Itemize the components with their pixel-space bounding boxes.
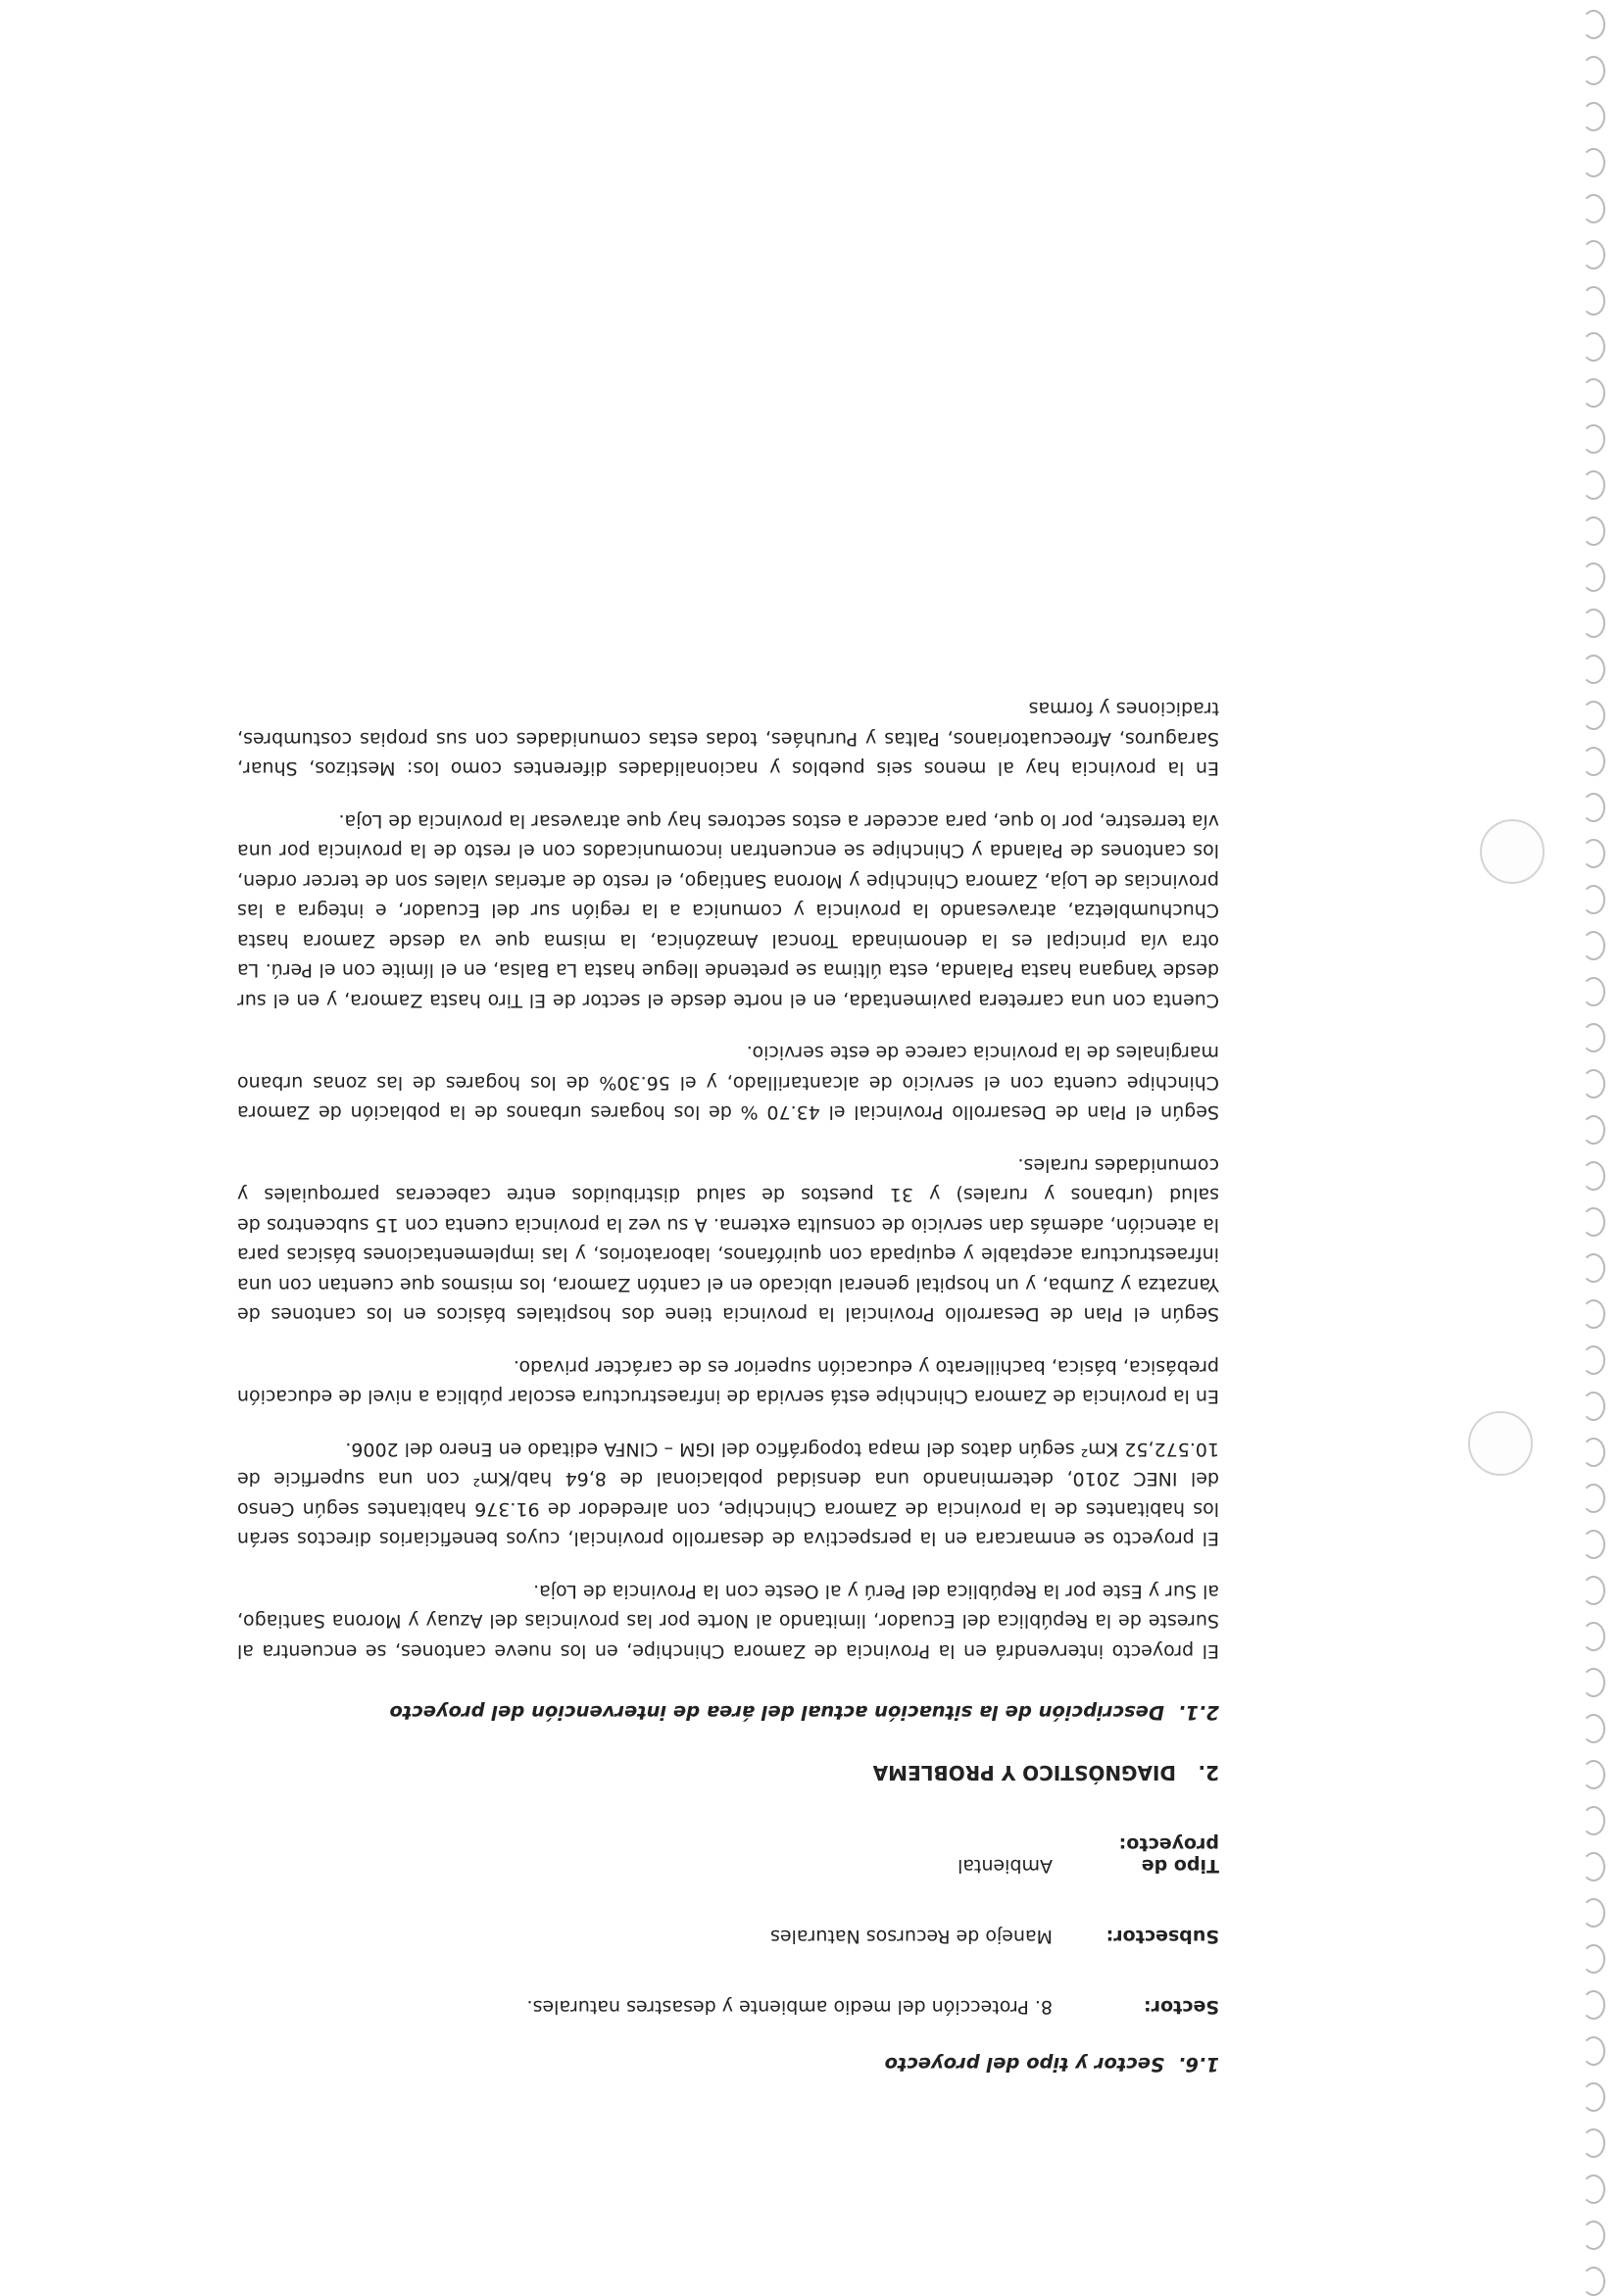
binding-ring — [1582, 2128, 1605, 2158]
field-subsector — [237, 1926, 1219, 1947]
binding-ring — [1582, 1299, 1605, 1329]
binding-ring — [1582, 2036, 1605, 2066]
binding-ring — [1582, 1345, 1605, 1375]
binding-ring — [1582, 609, 1605, 638]
binding-ring — [1582, 194, 1605, 223]
field-tipo-proyecto-value: Ambiental — [958, 1855, 1053, 1877]
binding-ring — [1582, 1760, 1605, 1789]
field-tipo-proyecto-label: Tipo de proyecto: — [1118, 1833, 1219, 1877]
binding-ring — [1582, 839, 1605, 868]
binding-ring — [1582, 2221, 1605, 2250]
binding-ring — [1582, 1714, 1605, 1743]
binding-ring — [1582, 516, 1605, 546]
punch-hole-upper — [1480, 819, 1545, 884]
binding-ring — [1582, 424, 1605, 454]
field-sector-label: Sector: — [1144, 1996, 1219, 2018]
paragraph-roads: Cuenta con una carretera pavimentada, en el norte desde el sector de El Tiro hasta Zamora, y en el sur desde Yangana hasta Palanda, esta última se pretende llegue hasta La Balsa, en el límite con el Perú. La otra vía principal es la denominada Troncal Amazónica, la misma que va desde Zamora hasta Chuchumbletza, atravesando la provincia y comunica a la región sur del Ecuador, e integra a las provincias de Loja, Zamora Chinchipe y Morona Santiago, el resto de arterias viales son de tercer orden, los cantones de Palanda y Chinchipe se encuentran incomunicados con el resto de la provincia por una vía terrestre, por lo que, para acceder a estos sectores hay que atravesar la provincia de Loja. — [237, 810, 1219, 1011]
binding-ring — [1582, 378, 1605, 408]
binding-ring — [1582, 10, 1605, 39]
binding-ring — [1582, 1852, 1605, 1881]
binding-ring — [1582, 2174, 1605, 2204]
field-subsector-value: Manejo de Recursos Naturales — [770, 1926, 1053, 1947]
binding-ring — [1582, 56, 1605, 85]
section-2-1-title: Descripción de la situación actual del área de intervención del proyecto — [389, 1701, 1164, 1724]
binding-ring — [1582, 1438, 1605, 1467]
binding-ring — [1582, 148, 1605, 177]
binding-ring — [1582, 286, 1605, 316]
field-sector-value: 8. Protección del medio ambiente y desastres naturales. — [526, 1996, 1053, 2018]
binding-ring — [1582, 931, 1605, 960]
binding-ring — [1582, 1990, 1605, 2020]
field-tipo-proyecto — [237, 1833, 1219, 1877]
section-2-heading — [237, 1761, 1219, 1784]
paragraph-health: Según el Plan de Desarrollo Provincial la provincia tiene dos hospitales básicos en los cantones de Yanzatza y Zumba, y un hospital general ubicado en el cantón Zamora, los mismos que cuentan con una infraestructura aceptable y equipada con quirófanos, laboratorios, y las implementaciones básicas para la atención, además dan servicio de consulta externa. A su vez la provincia cuenta con 15 subcentros de salud (urbanos y rurales) y 31 puestos de salud distribuidos entre cabeceras parroquiales y comunidades rurales. — [237, 1154, 1219, 1326]
field-subsector-label: Subsector: — [1105, 1926, 1219, 1947]
binding-ring — [1582, 332, 1605, 362]
section-1-6-number: 1.6. — [1178, 2053, 1219, 2076]
paragraph-beneficiaries: El proyecto se enmarcara en la perspectiva de desarrollo provincial, cuyos beneficiarios directos serán los habitantes de la provincia de Zamora Chinchipe, con alrededor de 91.376 habitantes según Censo del INEC 2010, determinando una densidad poblacional de 8,64 hab/Km² con una superficie de 10.572,52 Km² según datos del mapa topográfico del IGM – CINFA editado en Enero del 2006. — [237, 1439, 1219, 1550]
section-2-number: 2. — [1198, 1761, 1219, 1784]
binding-ring — [1582, 240, 1605, 269]
binding-ring — [1582, 562, 1605, 592]
binding-ring — [1582, 1023, 1605, 1052]
binding-ring — [1582, 747, 1605, 776]
punch-hole-lower — [1468, 1411, 1533, 1476]
binding-ring — [1582, 1576, 1605, 1605]
binding-ring — [1582, 1668, 1605, 1697]
binding-ring — [1582, 2082, 1605, 2112]
binding-ring — [1582, 2267, 1605, 2296]
binding-ring — [1582, 1253, 1605, 1283]
binding-ring — [1582, 1898, 1605, 1928]
section-1-6-heading — [237, 2053, 1219, 2076]
paragraph-sewerage: Según el Plan de Desarrollo Provincial el 43.70 % de los hogares urbanos de la población de Zamora Chinchipe cuenta con el servicio de alcantarillado, y el 56.30% de los hogares de las zonas urbano marginales de la provincia carece de este servicio. — [237, 1042, 1219, 1124]
section-2-1-heading — [237, 1701, 1219, 1724]
page-content — [237, 671, 1219, 2076]
binding-ring — [1582, 1069, 1605, 1099]
paragraph-location: El proyecto intervendrá en la Provincia de Zamora Chinchipe, en los nueve cantones, se encuentra al Sureste de la República del Ecuador, limitando al Norte por las provincias del Azuay y Morona Santiago, al Sur y Este por la República del Perú y al Oeste con la Provincia de Loja. — [237, 1581, 1219, 1662]
binding-ring — [1582, 1622, 1605, 1651]
binding-ring — [1582, 1530, 1605, 1559]
binding-ring — [1582, 1392, 1605, 1421]
section-1-6-title: Sector y tipo del proyecto — [884, 2053, 1164, 2076]
spiral-binding — [1562, 0, 1621, 2293]
binding-ring — [1582, 1207, 1605, 1237]
binding-ring — [1582, 1944, 1605, 1974]
binding-ring — [1582, 1484, 1605, 1513]
binding-ring — [1582, 102, 1605, 131]
section-2-1-number: 2.1. — [1178, 1701, 1219, 1724]
paragraph-education: En la provincia de Zamora Chinchipe está servida de infraestructura escolar pública a nivel de educación prebásica, básica, bachillerato y educación superior es de carácter privado. — [237, 1356, 1219, 1408]
binding-ring — [1582, 1115, 1605, 1145]
section-2-title: DIAGNÓSTICO Y PROBLEMA — [872, 1761, 1176, 1784]
binding-ring — [1582, 793, 1605, 822]
binding-ring — [1582, 655, 1605, 684]
binding-ring — [1582, 1806, 1605, 1835]
binding-ring — [1582, 977, 1605, 1006]
binding-ring — [1582, 701, 1605, 730]
field-sector — [237, 1996, 1219, 2018]
binding-ring — [1582, 470, 1605, 500]
binding-ring — [1582, 1161, 1605, 1191]
binding-ring — [1582, 885, 1605, 914]
paragraph-peoples: En la provincia hay al menos seis pueblos y nacionalidades diferentes como los: Mestizos, Shuar, Saraguros, Afroecuatorianos, Paltas y Puruháes, todas estas comunidades con sus propias costumbres, tradiciones y formas — [237, 698, 1219, 780]
